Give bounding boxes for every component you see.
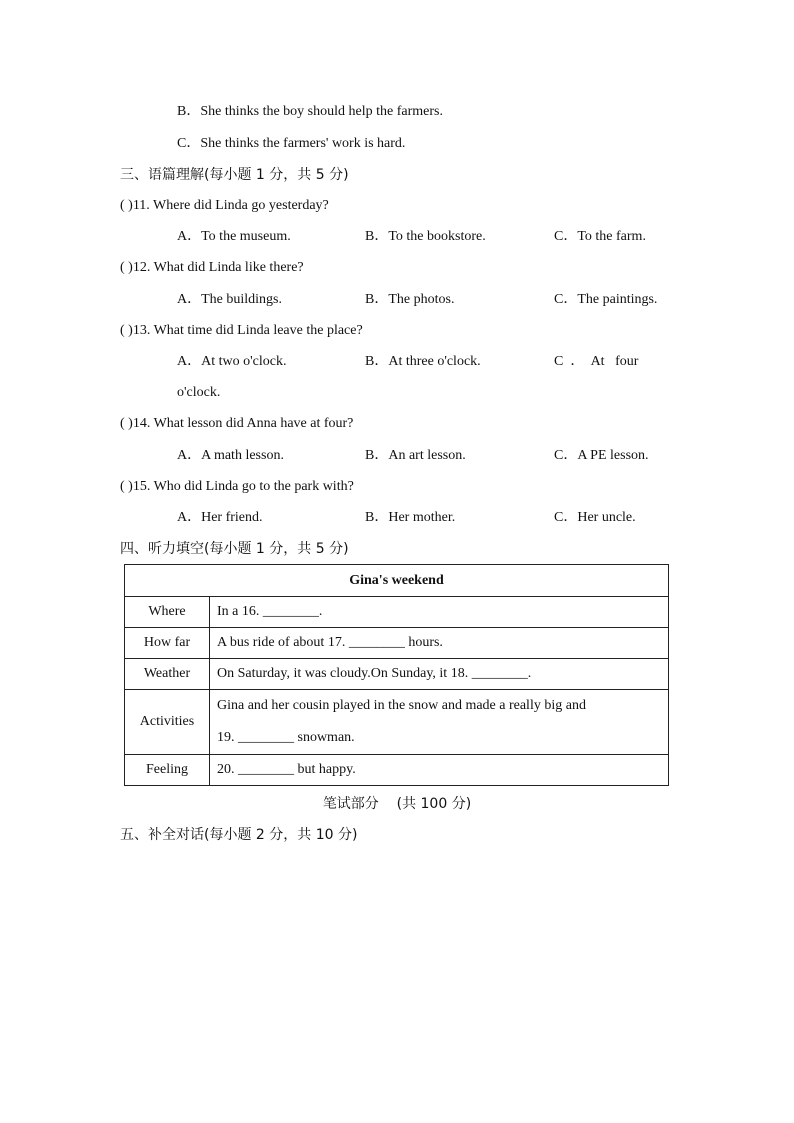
section5-title: 五、补全对话(每小题 2 分，共 10 分) [120,827,358,843]
question-15-option-c: C．Her uncle. [554,510,636,525]
question-13-stem: ( )13. What time did Linda leave the place? [120,323,363,338]
question-14-stem: ( )14. What lesson did Anna have at four? [120,416,354,431]
row-label: Weather [125,659,210,690]
row-content: 20. ________ but happy. [210,755,669,786]
question-14-option-a: A．A math lesson. [177,448,284,463]
option-c-carryover: C．She thinks the farmers' work is hard. [177,136,406,151]
row-content: On Saturday, it was cloudy.On Sunday, it 18. ________. [210,659,669,690]
question-11-option-c: C．To the farm. [554,229,646,244]
row-content-line-1: Gina and her cousin played in the snow and made a really big and [217,698,586,713]
table-row [125,628,669,659]
question-15-option-a: A．Her friend. [177,510,263,525]
option-b-carryover: B．She thinks the boy should help the farmers. [177,104,443,119]
table-row [125,755,669,786]
ginas-weekend-table [124,564,669,786]
table-row [125,659,669,690]
question-13-option-a: A．At two o'clock. [177,354,287,369]
question-11-stem: ( )11. Where did Linda go yesterday? [120,198,329,213]
question-12-option-a: A．The buildings. [177,292,282,307]
question-13-option-c-continued: o'clock. [177,385,221,400]
table-row [125,690,669,755]
row-content-line-2: 19. ________ snowman. [217,730,355,745]
row-content [210,690,669,755]
question-13-option-b: B．At three o'clock. [365,354,481,369]
question-12-option-b: B．The photos. [365,292,455,307]
question-15-option-b: B．Her mother. [365,510,456,525]
row-content: A bus ride of about 17. ________ hours. [210,628,669,659]
question-15-stem: ( )15. Who did Linda go to the park with? [120,479,354,494]
row-label: Activities [125,690,210,755]
question-14-option-b: B．An art lesson. [365,448,466,463]
question-11-option-a: A．To the museum. [177,229,291,244]
question-12-stem: ( )12. What did Linda like there? [120,260,304,275]
table-caption: Gina's weekend [125,565,669,597]
section4-title: 四、听力填空(每小题 1 分，共 5 分) [120,541,349,557]
table-row [125,597,669,628]
written-part-title: 笔试部分 (共 100 分) [322,796,472,812]
row-label: Where [125,597,210,628]
question-11-option-b: B．To the bookstore. [365,229,486,244]
section3-title: 三、语篇理解(每小题 1 分，共 5 分) [120,167,349,183]
question-14-option-c: C．A PE lesson. [554,448,649,463]
row-label: How far [125,628,210,659]
row-content: In a 16. ________. [210,597,669,628]
question-13-option-c: C ． At four [554,354,639,369]
question-12-option-c: C．The paintings. [554,292,658,307]
row-label: Feeling [125,755,210,786]
